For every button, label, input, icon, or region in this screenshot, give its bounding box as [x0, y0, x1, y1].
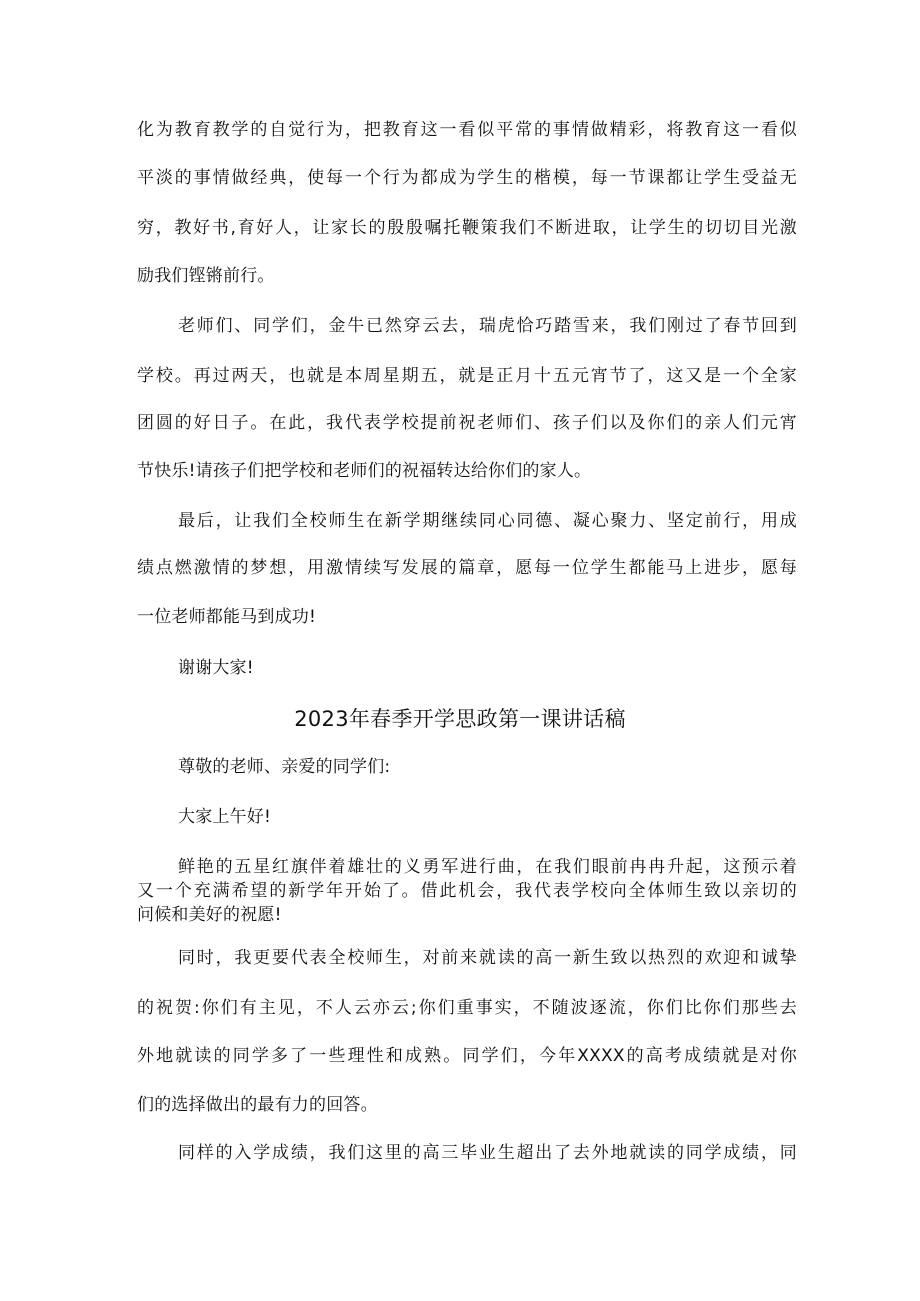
text-line: 又一个充满希望的新学年开始了。借此机会，我代表学校向全体师生致以亲切的	[137, 881, 797, 901]
text-line: 节快乐!请孩子们把学校和老师们的祝福转达给你们的家人。	[137, 461, 592, 481]
text-line: 问候和美好的祝愿!	[137, 905, 282, 925]
text-line: 老师们、同学们，金牛已然穿云去，瑞虎恰巧踏雪来，我们刚过了春节回到	[178, 316, 797, 336]
text-line: 最后，让我们全校师生在新学期继续同心同德、凝心聚力、坚定前行，用成	[178, 511, 797, 531]
text-line: 绩点燃激情的梦想，用激情续写发展的篇章，愿每一位学生都能马上进步，愿每	[137, 558, 797, 578]
closing-line: 谢谢大家!	[178, 658, 254, 678]
text-line: 鲜艳的五星红旗伴着雄壮的义勇军进行曲，在我们眼前冉冉升起，这预示着	[178, 857, 797, 877]
text-line: 学校。再过两天，也就是本周星期五，就是正月十五元宵节了，这又是一个全家	[137, 366, 797, 386]
greeting-line: 大家上午好!	[178, 807, 272, 827]
text-line: 同时，我更要代表全校师生，对前来就读的高一新生致以热烈的欢迎和诚挚	[178, 948, 797, 968]
text-line: 励我们铿锵前行。	[137, 266, 275, 286]
text-line: 们的选择做出的最有力的回答。	[137, 1095, 378, 1115]
text-line: 穷，教好书,育好人，让家长的殷殷嘱托鞭策我们不断进取，让学生的切切目光激	[137, 218, 797, 238]
text-line: 外地就读的同学多了一些理性和成熟。同学们，今年XXXX的高考成绩就是对你	[137, 1046, 797, 1066]
text-line: 团圆的好日子。在此，我代表学校提前祝老师们、孩子们以及你们的亲人们元宵	[137, 413, 797, 433]
speech-title: 2023年春季开学思政第一课讲话稿	[294, 707, 626, 731]
text-line: 一位老师都能马到成功!	[137, 607, 317, 627]
text-line: 化为教育教学的自觉行为，把教育这一看似平常的事情做精彩，将教育这一看似	[137, 120, 797, 140]
text-line: 同样的入学成绩，我们这里的高三毕业生超出了去外地就读的同学成绩，同	[178, 1143, 797, 1163]
text-line: 的祝贺:你们有主见，不人云亦云;你们重事实，不随波逐流，你们比你们那些去	[137, 998, 797, 1018]
salutation-line: 尊敬的老师、亲爱的同学们:	[178, 757, 391, 777]
text-line: 平淡的事情做经典，使每一个行为都成为学生的楷模，每一节课都让学生受益无	[137, 168, 797, 188]
